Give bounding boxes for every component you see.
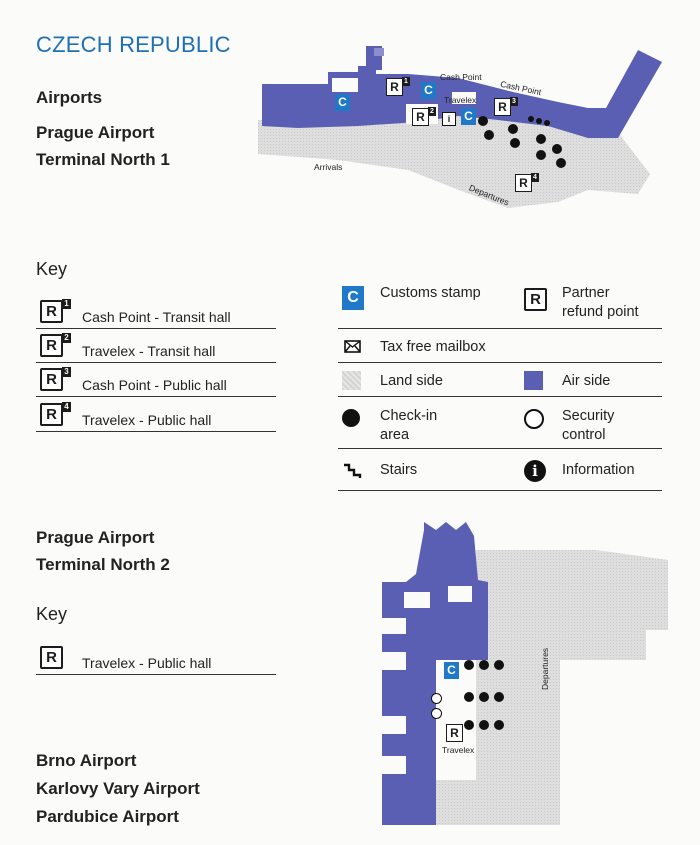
air-side-swatch [524,371,543,390]
key2-row [36,640,276,675]
t1-label-cash-point-2: Cash Point [499,78,543,98]
terminal1-title-line1: Prague Airport [36,123,155,142]
t2-air-side [382,522,488,825]
t1-checkin-dot [552,144,562,154]
legend-air-side: Air side [562,373,611,389]
legend-check-in-line2: area [380,427,410,443]
t2-checkin-dot [494,720,504,730]
refund-point-icon: R 3 [40,368,63,391]
t1-customs-icon-2: C [421,82,436,99]
refund-point-icon: R [40,646,63,669]
t1-checkin-dot [536,150,546,160]
t1-checkin-dot [478,116,488,126]
t2-checkin-dot [479,660,489,670]
legend-partner-refund-line2: refund point [562,304,639,320]
t1-checkin-dot-small [528,116,534,122]
terminal1-map [258,42,668,212]
t1-label-arrivals: Arrivals [314,162,343,172]
t2-checkin-dot [464,692,474,702]
t1-info-point: i [442,112,456,126]
t2-checkin-dot [494,660,504,670]
t1-customs-icon-3: C [461,108,476,125]
t1-checkin-dot [484,130,494,140]
legend-tax-free-mailbox: Tax free mailbox [380,339,486,355]
stairs-icon [343,463,363,479]
key2-row-label: Travelex - Public hall [82,655,212,671]
customs-stamp-icon: C [342,286,364,310]
t2-label-departures: Departures [540,647,550,690]
t1-checkin-dot [508,124,518,134]
refund-point-icon: R 4 [40,403,63,426]
terminal2-title-line2: Terminal North 2 [36,555,170,574]
t1-label-travelex: Travelex [444,95,477,105]
legend-land-side: Land side [380,373,443,389]
t2-customs-icon: C [444,662,459,679]
key1-row-label: Travelex - Transit hall [82,343,216,359]
legend-information: Information [562,462,635,478]
legend [338,278,662,493]
legend-partner-refund-line1: Partner [562,285,610,301]
t1-refund-point-4: R 4 [515,174,532,192]
terminal1-map-shapes [258,42,668,212]
t2-checkin-dot [494,692,504,702]
refund-point-icon: R 1 [40,300,63,323]
mailbox-icon [344,340,361,353]
terminal2-map-shapes [364,520,668,840]
t1-refund-point-2: R 2 [412,108,429,126]
t2-checkin-dot [479,692,489,702]
t1-checkin-dot-small [544,120,550,126]
legend-security-line1: Security [562,408,615,424]
t1-label-departures: Departures [467,182,511,208]
key2-title: Key [36,604,68,624]
terminal2-title-line1: Prague Airport [36,528,155,547]
t1-checkin-dot [510,138,520,148]
terminal2-map [364,520,668,840]
t1-checkin-dot-small [536,118,542,124]
t2-checkin-dot [464,660,474,670]
check-in-dot-icon [342,409,360,427]
refund-point-icon: R 2 [40,334,63,357]
legend-customs-stamp: Customs stamp [380,285,481,301]
key1-row-label: Cash Point - Public hall [82,377,227,393]
information-icon: i [524,460,546,482]
country-heading: CZECH REPUBLIC [36,32,231,57]
t1-customs-icon: C [335,94,350,111]
legend-stairs: Stairs [380,462,418,478]
t1-checkin-dot [536,134,546,144]
legend-check-in-line1: Check-in [380,408,438,424]
key1-row [36,328,276,363]
t1-refund-point-3: R 3 [494,98,511,116]
airport-karlovy-vary: Karlovy Vary Airport [36,779,200,798]
key1-row [36,397,276,432]
partner-refund-icon: R [524,288,547,311]
land-side-swatch [342,371,361,390]
t2-checkin-dot [464,720,474,730]
terminal1-title-line2: Terminal North 1 [36,150,170,169]
key1-title: Key [36,259,68,279]
t1-refund-point-1: R 1 [386,78,403,96]
airport-pardubice: Pardubice Airport [36,807,179,826]
t1-checkin-dot [556,158,566,168]
legend-security-line2: control [562,427,606,443]
airports-heading: Airports [36,88,103,107]
t2-security-ring [431,708,442,719]
key1-row-label: Travelex - Public hall [82,412,212,428]
security-ring-icon [524,409,544,429]
t2-security-ring [431,693,442,704]
t2-checkin-dot [479,720,489,730]
t1-label-cash-point: Cash Point [440,72,482,82]
key1-row-label: Cash Point - Transit hall [82,309,231,325]
key1-row [36,294,276,329]
airport-brno: Brno Airport [36,751,137,770]
t2-label-travelex: Travelex [442,745,475,755]
t2-refund-point: R [446,724,463,742]
key1-row [36,362,276,397]
